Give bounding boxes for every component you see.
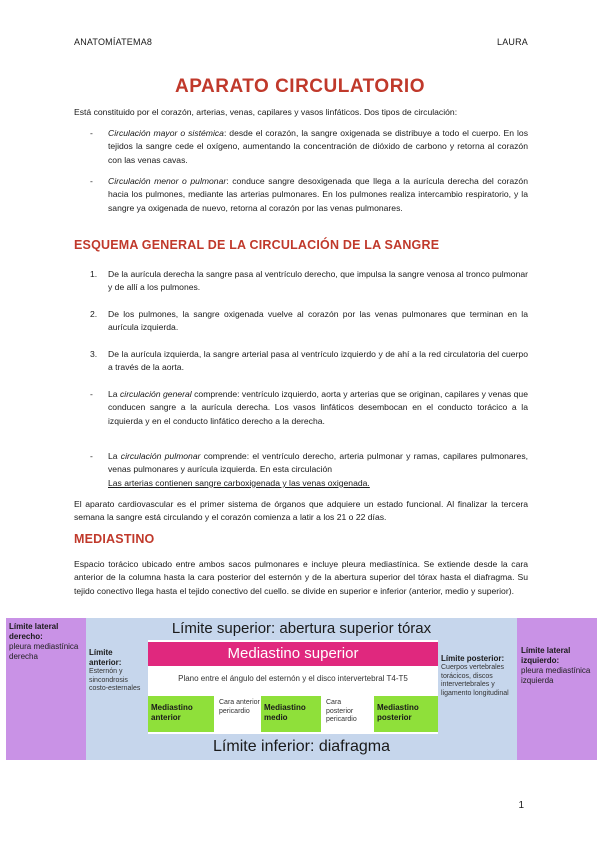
mediastino-diagram <box>6 618 597 760</box>
list-item <box>90 127 528 167</box>
box-title: Límite lateral derecho: <box>9 622 59 641</box>
limite-lateral-derecho <box>6 618 86 760</box>
step-number: 3. <box>90 349 98 359</box>
cara-anterior-pericardio: Cara anterior pericardio <box>216 696 264 732</box>
mediastino-medio: Mediastino medio <box>261 696 321 732</box>
item-text: comprende: el ventrículo derecho, arteria pulmonar y ramas, capilares pulmonares, venas pulmonares y aurícula izquierda. En esta circulación <box>108 451 529 475</box>
underlined-note: Las arterias contienen sangre carboxigenada y las venas oxigenada. <box>108 477 370 488</box>
list-item <box>90 388 528 428</box>
limite-anterior <box>86 640 148 734</box>
list-item <box>90 308 528 335</box>
header-left: ANATOMÍATEMA8 <box>74 37 153 47</box>
term: Circulación menor o pulmonar <box>108 176 227 186</box>
limite-lateral-izquierdo <box>517 618 597 760</box>
list-item <box>90 348 528 375</box>
step-number: 2. <box>90 309 98 319</box>
page-title: APARATO CIRCULATORIO <box>175 76 425 97</box>
box-sub: pleura mediastínica izquierda <box>521 666 591 685</box>
bullet-mark: - <box>90 176 93 186</box>
page-number: 1 <box>518 800 524 811</box>
limite-posterior <box>438 640 517 734</box>
mediastino-superior-plano: Plano entre el ángulo del esternón y el disco intervertebral T4-T5 <box>148 666 438 692</box>
header-right: LAURA <box>496 37 528 47</box>
item-text: : desde el corazón, la sangre oxigenada se distribuye a todo el cuerpo. En los tejidos la sangre cede el oxígeno, aumentando la concentración de dióxido de carbono y retorna al corazón con las venas cavas. <box>108 128 529 165</box>
term: Circulación mayor o sistémica <box>108 128 224 138</box>
cardio-paragraph: El aparato cardiovascular es el primer sistema de órganos que adquiere un estado funcional. Al finalizar la tercera semana la sangre está circulando y el corazón comienza a latir a los 21 o 22 días. <box>74 499 528 523</box>
mediastino-posterior: Mediastino posterior <box>374 696 438 732</box>
mediastino-paragraph: Espacio torácico ubicado entre ambos sacos pulmonares e incluye pleura mediastínica. Se extiende desde la cara anterior de la columna hasta la cara posterior del esternón y de la abertura superior del tórax hasta el diafragma. Su tejido conectivo llega hasta el tejido conectivo del cuello. se divide en superior e inferior (anterior, medio y superior). <box>74 559 528 596</box>
term: circulación pulmonar <box>120 451 201 461</box>
box-title: Límite posterior: <box>441 654 505 663</box>
list-item <box>90 450 528 490</box>
item-text: De la aurícula derecha la sangre pasa al ventrículo derecho, que impulsa la sangre venosa al tronco pulmonar y de allí a los pulmones. <box>108 269 528 293</box>
mediastino-anterior: Mediastino anterior <box>148 696 214 732</box>
limite-superior: Límite superior: abertura superior tórax <box>86 618 517 640</box>
item-text: De los pulmones, la sangre oxigenada vuelve al corazón por las venas pulmonares que terminan en la aurícula izquierda. <box>108 309 528 333</box>
cara-posterior-pericardio: Cara posterior pericardio <box>323 696 373 732</box>
limite-inferior: Límite inferior: diafragma <box>86 734 517 760</box>
item-pre: La <box>108 389 120 399</box>
list-item <box>90 175 528 215</box>
bullet-mark: - <box>90 389 93 399</box>
section-heading-mediastino: MEDIASTINO <box>74 532 155 546</box>
item-text: comprende: ventrículo izquierdo, aorta y arterias que se originan, capilares y venas que conducen sangre a la aurícula derecha. Los vasos linfáticos desembocan en el conducto torácico a la izquierda y en el conducto linfático derecho a la derecha. <box>108 389 528 426</box>
section-heading-esquema: ESQUEMA GENERAL DE LA CIRCULACIÓN DE LA SANGRE <box>74 238 440 252</box>
box-sub: Esternón y sincondrosis costo-esternales <box>89 668 141 692</box>
bullet-mark: - <box>90 451 93 461</box>
list-item <box>90 268 528 295</box>
box-sub: Cuerpos vertebrales torácicos, discos intervertebrales y ligamento longitudinal <box>441 664 509 697</box>
step-number: 1. <box>90 269 98 279</box>
mediastino-superior: Mediastino superior <box>148 642 438 666</box>
intro-text: Está constituido por el corazón, arterias, venas, capilares y vasos linfáticos. Dos tipos de circulación: <box>74 107 458 117</box>
item-text: De la aurícula izquierda, la sangre arterial pasa al ventrículo izquierdo y de ahí a la red circulatoria del cuerpo a través de la aorta. <box>108 349 528 373</box>
term: circulación general <box>119 389 192 399</box>
box-title: Límite anterior: <box>89 648 122 667</box>
bullet-mark: - <box>90 128 93 138</box>
item-pre: La <box>108 451 121 461</box>
item-text: : conduce sangre desoxigenada que llega a la aurícula derecha del corazón hacia los pulmones, mediante las arterias pulmonares. En los pulmones realiza intercambio respiratorio, y la sangre ya oxigenada de nuevo, retorna al corazón por las venas pulmonares. <box>108 176 528 213</box>
box-title: Límite lateral izquierdo: <box>521 646 571 665</box>
box-sub: pleura mediastínica derecha <box>9 642 79 661</box>
